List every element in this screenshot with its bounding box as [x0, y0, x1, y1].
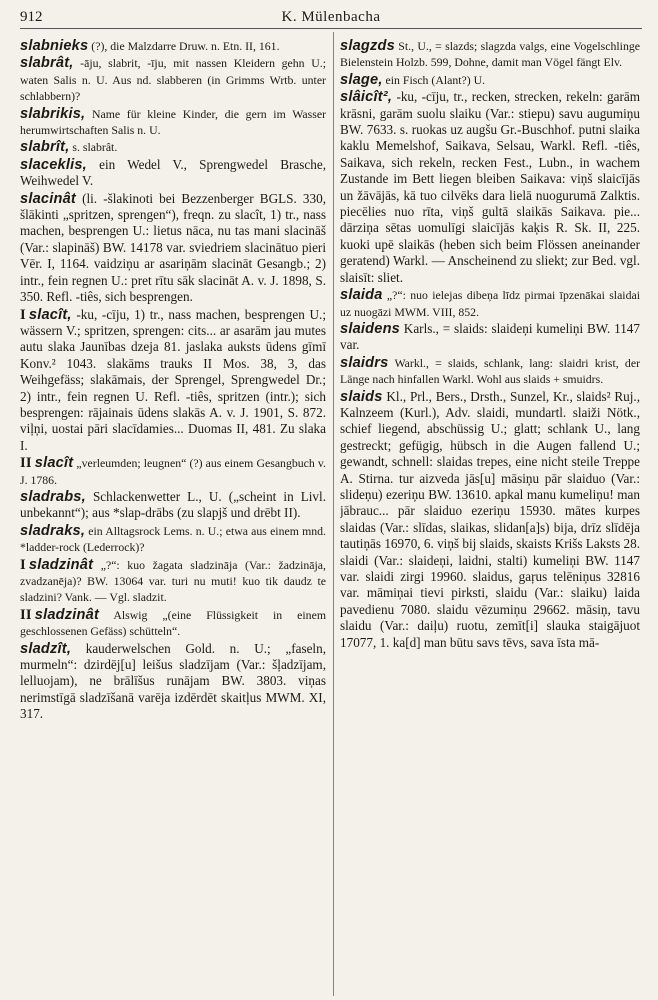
entry-definition: -ku, -cīju, tr., recken, strecken, rekeln: garām krāsni, garām suolu slaiku (Var.: stiepu) savu augumiņu BW. 7633. s. ruokas uz augšu Gr.-Buschhof. putni slaika kaklu Memelshof, Saikava, Selsau, Warkl. Refl. -tiês, Saikava, sich rekeln, recken Fest., Lubn., in wachem Zustande im Bett liegen bleiben Saikava: viņš slaicījās un žāvājās, kā tuo cilvēks dara lielā nuogurumā Zalktis. piecēlies nuo rīta, viņš gultā slaikās Saikava. pie... dārziņa sētas uomulīgi slaicījās kaķis R. Sk. II, 225. kuoki upē slaikās (heben sich beim Flössen aneinander geratend) Warkl. — Anscheinend zu sliekt; zur Bed. vgl. slaisīt: sliet.: [340, 89, 640, 285]
dictionary-entry: [20, 641, 326, 723]
entry-headword: [340, 89, 392, 105]
entry-headword: [20, 191, 76, 207]
entry-headword: [20, 607, 99, 623]
headword-text: slaidrs: [340, 354, 389, 371]
dictionary-entry: [340, 72, 640, 88]
entry-definition: Karls., = slaids: slaideņi kumeliņi BW. 1147 var.: [340, 320, 640, 353]
headword-text: slaceklis,: [20, 156, 87, 173]
entry-headword: [20, 139, 69, 155]
dictionary-entry: [340, 38, 640, 71]
headword-text: slaidens: [340, 320, 401, 337]
headword-text: sladrabs,: [20, 488, 86, 505]
page-title: K. Mülenbacha: [281, 9, 381, 25]
entry-definition: -ku, -cīju, 1) tr., nass machen, besprengen U.; wässern V.; spritzen, sprengen: cits... ar asarām jau mutes autu slaka Jaunības dzeja 81. jaslaka auksts ūdens gīmī Konv.² 1043. slakāms trauks II Mos. 38, 3, das Weihgefäss; slakāmais, der Sprengel, Sprengwedel Dr.; 2) intr., fein regnen U. Refl. -tiês, spritzen (intr.); sich besprengen: rājainais ūdens slakās A. v. J. 1901, S. 872. viļņi, uostai pāri slacīdamies... Duomas II, 481. Zu slaka I.: [20, 306, 326, 453]
dictionary-entry: [20, 139, 326, 155]
dictionary-entry: [20, 106, 326, 139]
entry-definition: -āju, slabrit, -īju, mit nassen Kleidern gehn U.; waten Salis n. U. Aus nd. slabberen (in Grimms Wrtb. unter schlabbern)?: [20, 56, 326, 104]
entry-definition: (li. -šlakinoti bei Bezzenberger BGLS. 330, šlākinti „spritzen, sprengen“), freqn. zu slacît, 1) tr., nass machen, besprengen U.: lietus nāca, nu tas mani slacināš (Var.: slapināš) BW. 14178 var. sviedriem slacinātuo pieri Vēr. I, 1164. vaidziņu ar asariņām slacināt Gesangb.; 2) intr., fein regnen U.: pret rītu sāk slacināt A. v. J. 1898, S. 350. Refl. -tiês, sich besprengen.: [20, 190, 326, 305]
headword-text: slaids: [340, 388, 383, 405]
dictionary-entry: [340, 89, 640, 286]
headword-text: slacît,: [28, 306, 72, 323]
entry-definition: ein Fisch (Alant?) U.: [382, 72, 486, 87]
headword-text: slabrikis,: [20, 105, 86, 122]
dictionary-entry: [20, 607, 326, 640]
entry-headword: [340, 38, 395, 54]
headword-text: slabrât,: [20, 55, 74, 72]
headword-text: slacît: [34, 455, 74, 472]
headword-text: slage,: [340, 71, 383, 88]
entry-headword: [20, 55, 74, 71]
entry-headword: [20, 523, 85, 539]
dictionary-entry: [340, 389, 640, 652]
entry-headword: [20, 489, 86, 505]
homonym-numeral: I: [20, 556, 26, 573]
headword-text: slabnieks: [20, 38, 89, 54]
homonym-numeral: II: [20, 455, 32, 472]
entry-definition: St., U., = slazds; slagzda valgs, eine Vogelschlinge Bielenstein Holzb. 599, Dohne, damit man Vögel fängt Elv.: [340, 39, 640, 70]
headword-text: sladzît,: [20, 640, 72, 657]
headword-text: sladzinât: [28, 556, 94, 573]
entry-definition: (?), die Malzdarre Druw. n. Etn. II, 161.: [88, 39, 280, 53]
dictionary-entry: [20, 191, 326, 306]
entry-definition: Name für kleine Kinder, die gern im Wasser herumwirtschaften Salis n. U.: [20, 106, 326, 138]
entry-headword: [20, 307, 72, 323]
entry-definition: Kl., Prl., Bers., Drsth., Sunzel, Kr., slaids² Ruj., Kalnzeem (Kurl.), Adv. slaidi, mundartl. slaiži Nötk., schief liegend, abschüssig U.; glatt; schlank U., lang gestreckt; gefügig, hübsch in die Augen fallend U.; gewandt, schnell: slaidas trepes, eine nicht steile Treppe A. Stirna. tur aizveda jās[u] māsiņu pār slaiduo (Var.: slideņu) ezeriņu BW. 13610. apkal manu kumeliņu! man jābrauc... pār slaiduo ezeriņu 15930. mātes kurpes slaidas (Var.: slīdas, slaikas, slidan[a]s) bija, drīz slīdēja tautiņās 16970, 6. viņš bij slaids, skaists Krišs Laksts 28. slaidi (Var.: slaideņi, laidni, stalti) kumeliņi BW. 1147 var. slaidi zirgi 19960. slaidus, gaŗus telēniņus 32816 var. māmiņai tievi pirksti, slaidu (Var.: slaiku) laida pavedienu 7080. slaidu vēzumiņu 29662. māsiņ, tavu slaidu (Var.: daiļu) ruotu, zemīt[i] slauka staigājuot 17077, 1. ka[d] man būtu savs tēvs, sava īsta mā-: [340, 388, 640, 650]
entry-definition: „?“: kuo žagata sladzināja (Var.: žadzināja, zvadzanēja)? BW. 13064 var. turi nu muti! kuo tik daudz te sladzini? Vank. — Vgl. sladzit.: [20, 557, 326, 605]
entry-headword: [20, 557, 93, 573]
dictionary-entry: [20, 455, 326, 488]
entry-headword: [20, 157, 87, 173]
headword-text: slagzds: [340, 38, 395, 54]
headword-text: sladzinât: [34, 606, 100, 623]
dictionary-entry: [340, 355, 640, 388]
dictionary-entry: [20, 55, 326, 104]
dictionary-entry: [20, 157, 326, 190]
entry-definition: „?“: nuo ielejas dibeņa līdz pirmai īpzenākai slaidai uz nuogāzi MWM. VIII, 852.: [340, 288, 640, 319]
page-header: [20, 6, 642, 29]
dictionary-entry: [20, 523, 326, 556]
entry-definition: kauderwelschen Gold. n. U.; „faseln, murmeln“: dzirdēj[u] leišus sladzījam (Var.: šļadzījam, lelluojam), ne brālīšus runājam BW. 3803. viņas nerimstīgā sladzīšanā varēja izdērdēt skaitļus MWM. XI, 317.: [20, 640, 326, 722]
entry-headword: [20, 641, 71, 657]
entry-headword: [20, 106, 85, 122]
dictionary-entry: [340, 321, 640, 354]
entry-definition: s. slabrât.: [69, 140, 118, 155]
entry-headword: [340, 287, 383, 303]
entry-headword: [340, 72, 383, 88]
headword-text: slacinât: [20, 190, 76, 207]
entry-definition: Schlackenwetter L., U. („scheint in Livl. unbekannt“); aus *slap-drābs (zu slapjš und drēbt II).: [20, 488, 326, 521]
dictionary-entry: [340, 287, 640, 320]
headword-text: sladraks,: [20, 522, 86, 539]
dictionary-entry: [20, 38, 326, 54]
entry-definition: ein Alltagsrock Lems. n. U.; etwa aus einem mnd. *ladder-rock (Lederrock)?: [20, 523, 326, 555]
headword-text: slaida: [340, 287, 383, 304]
dictionary-entry: [20, 489, 326, 522]
entry-definition: ein Wedel V., Sprengwedel Brasche, Weihwedel V.: [20, 156, 326, 189]
entry-headword: [340, 321, 400, 337]
entry-headword: [340, 389, 383, 405]
page-number: 912: [20, 9, 43, 25]
dictionary-entry: [20, 307, 326, 455]
headword-text: slâicît²,: [340, 89, 393, 106]
entry-headword: [20, 38, 88, 54]
homonym-numeral: II: [20, 606, 32, 623]
homonym-numeral: I: [20, 306, 26, 323]
entry-headword: [20, 455, 73, 471]
entry-definition: Warkl., = slaids, schlank, lang: slaidri krist, der Länge nach hinfallen Warkl. Wohl aus slaids + smuidrs.: [340, 355, 640, 387]
entry-definition: „verleumden; leugnen“ (?) aus einem Gesangbuch v. J. 1786.: [20, 456, 326, 487]
column-divider: [333, 32, 334, 996]
right-column: [340, 38, 640, 994]
left-column: [20, 38, 326, 994]
headword-text: slabrît,: [20, 139, 70, 156]
dictionary-entry: [20, 557, 326, 606]
entry-headword: [340, 355, 388, 371]
entry-definition: Alswig „(eine Flüssigkeit in einem geschlossenen Gefäss) schütteln“.: [20, 607, 326, 639]
